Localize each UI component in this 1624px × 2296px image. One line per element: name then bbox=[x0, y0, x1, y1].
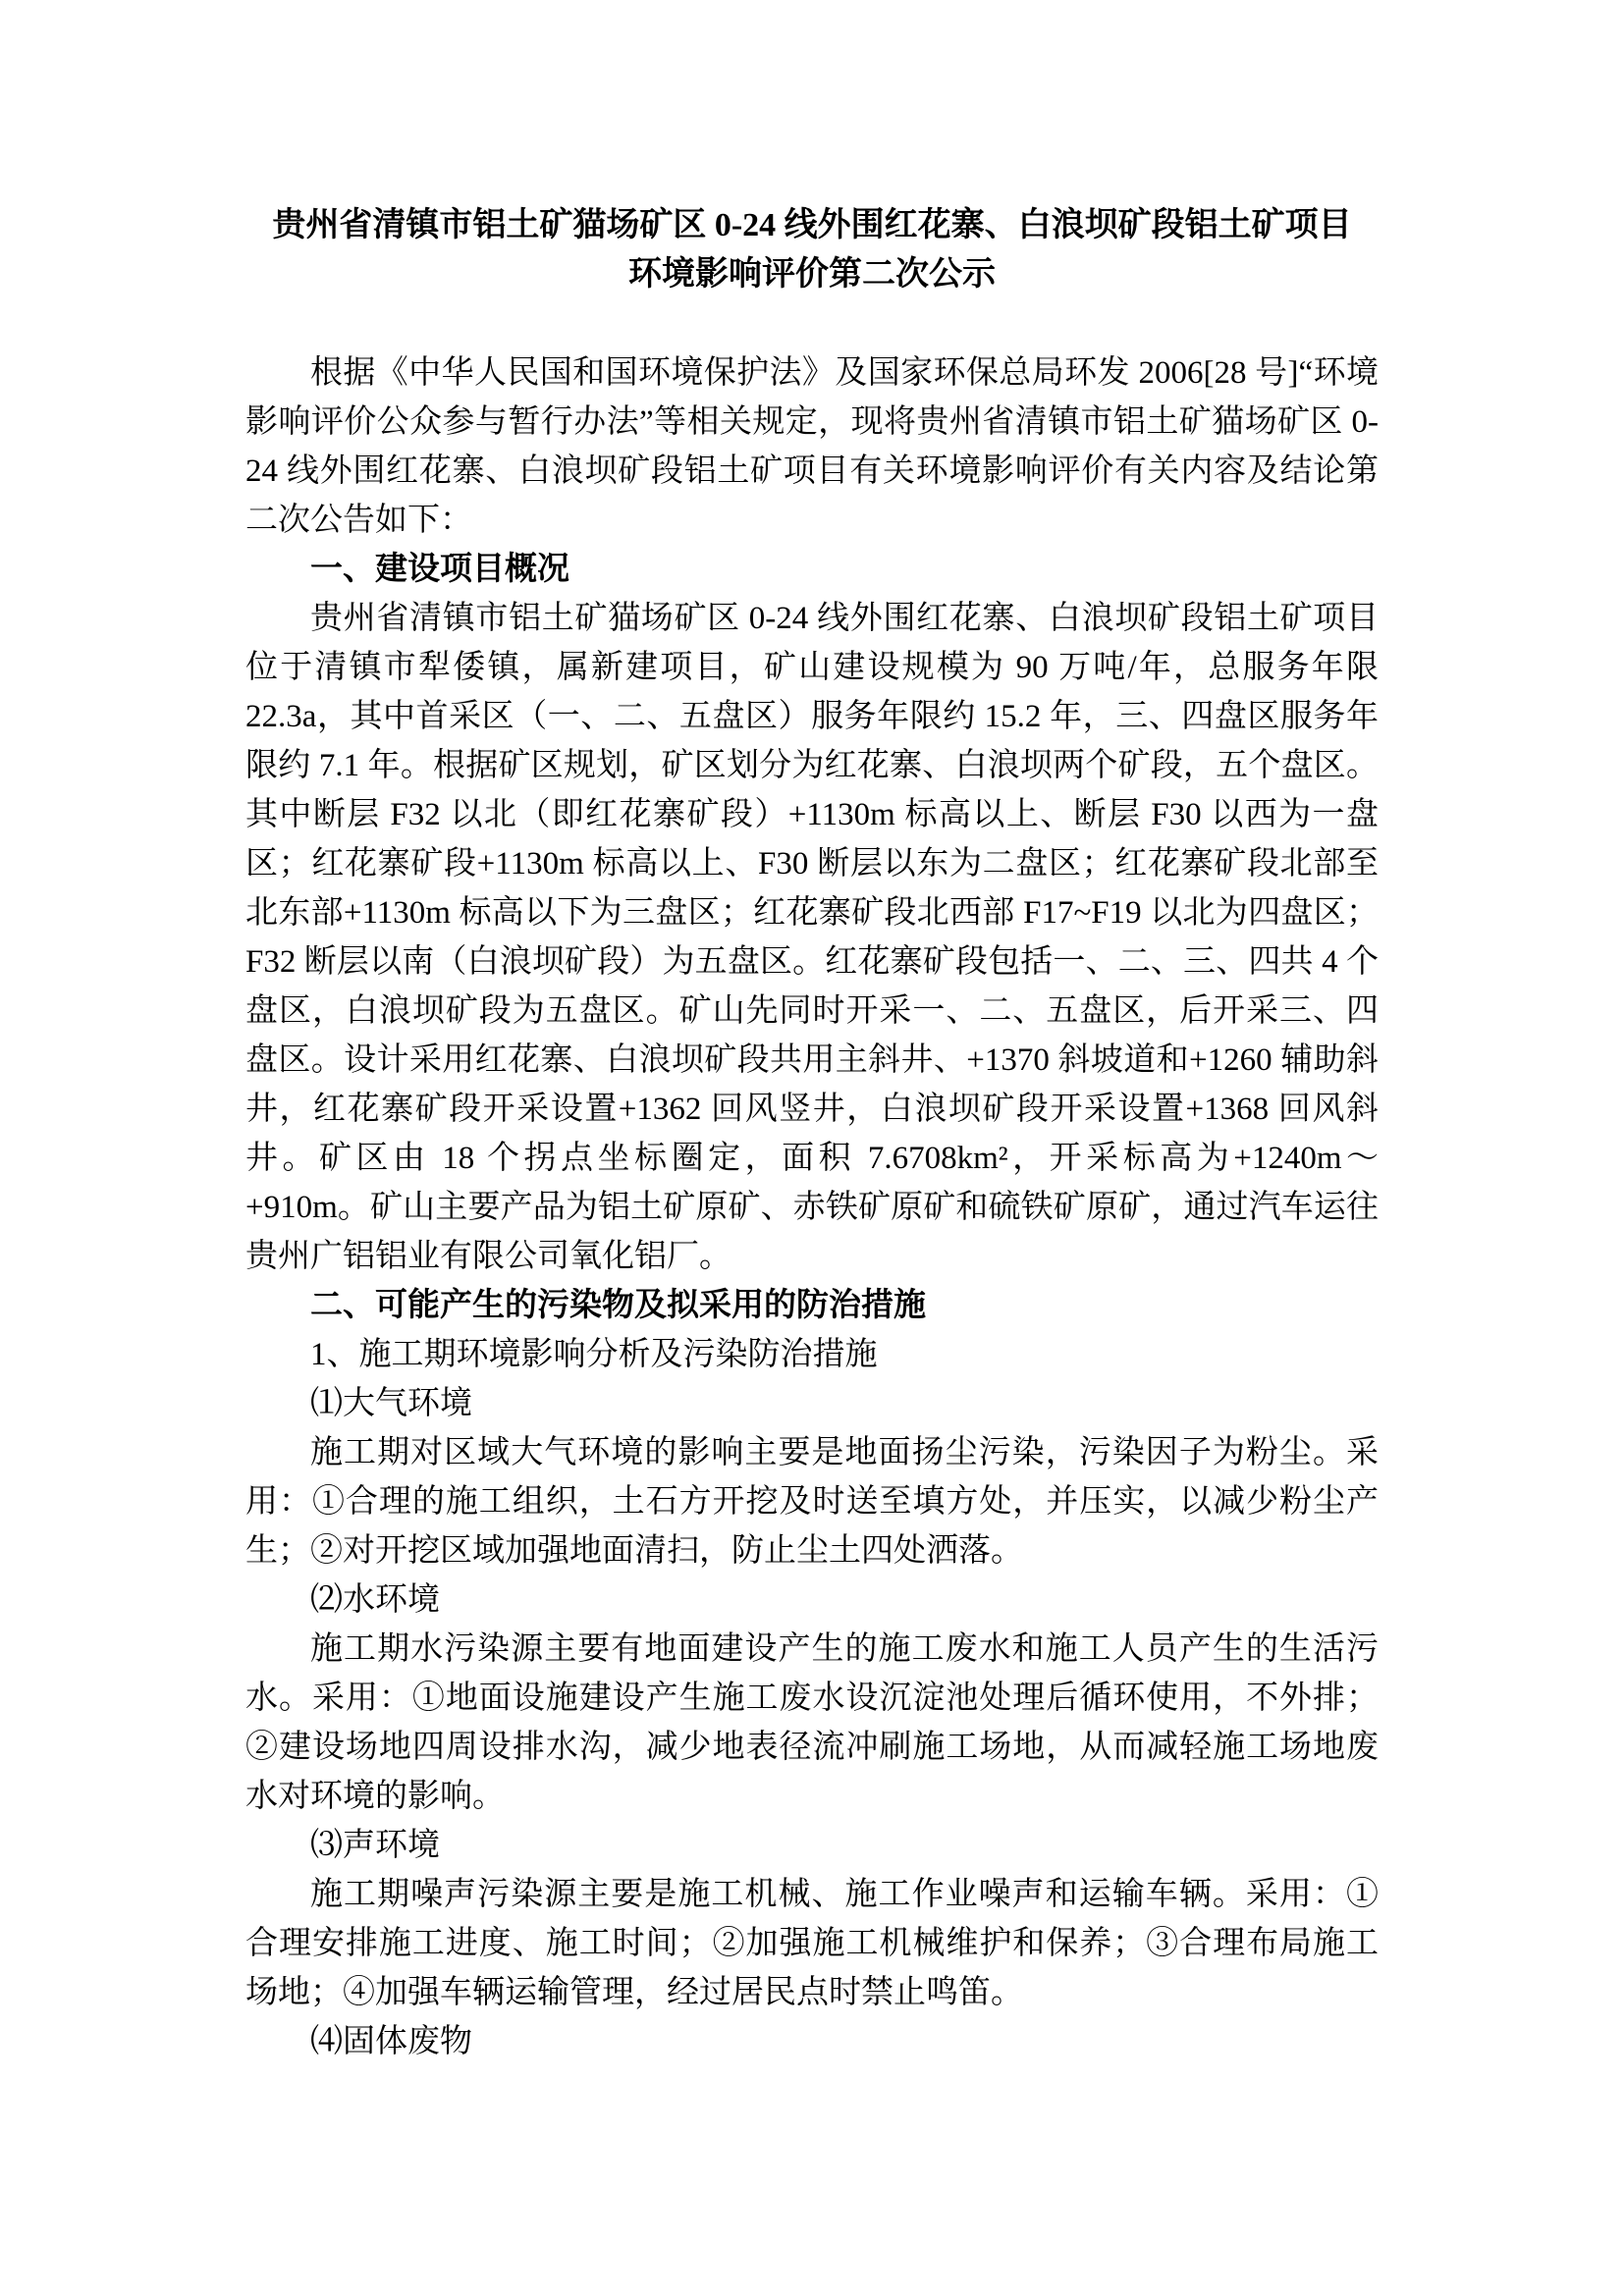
noise-environment-paragraph: 施工期噪声污染源主要是施工机械、施工作业噪声和运输车辆。采用：①合理安排施工进度、施工时间；②加强施工机械维护和保养；③合理布局施工场地；④加强车辆运输管理，经过居民点时禁止鸣笛。 bbox=[245, 1877, 1379, 2010]
title-line-2: 环境影响评价第二次公示 bbox=[628, 256, 996, 293]
section-1-heading: 一、建设项目概况 bbox=[310, 552, 569, 587]
document-title bbox=[245, 201, 1379, 299]
noise-environment-label: ⑶声环境 bbox=[310, 1828, 440, 1863]
section-2-heading: 二、可能产生的污染物及拟采用的防治措施 bbox=[310, 1288, 926, 1323]
title-line-1: 贵州省清镇市铝土矿猫场矿区 0-24 线外围红花寨、白浪坝矿段铝土矿项目 bbox=[272, 207, 1352, 243]
air-environment-paragraph: 施工期对区域大气环境的影响主要是地面扬尘污染，污染因子为粉尘。采用：①合理的施工组织，土石方开挖及时送至填方处，并压实，以减少粉尘产生；②对开挖区域加强地面清扫，防止尘土四处洒落。 bbox=[245, 1435, 1379, 1569]
water-environment-label: ⑵水环境 bbox=[310, 1582, 440, 1618]
intro-paragraph: 根据《中华人民国和国环境保护法》及国家环保总局环发 2006[28 号]“环境影响评价公众参与暂行办法”等相关规定，现将贵州省清镇市铝土矿猫场矿区 0-24 线外围红花寨、白浪坝矿段铝土矿项目有关环境影响评价有关内容及结论第二次公告如下： bbox=[245, 355, 1379, 538]
construction-period-subheading: 1、施工期环境影响分析及污染防治措施 bbox=[310, 1337, 878, 1372]
section-1-paragraph: 贵州省清镇市铝土矿猫场矿区 0-24 线外围红花寨、白浪坝矿段铝土矿项目位于清镇市犁倭镇，属新建项目，矿山建设规模为 90 万吨/年，总服务年限 22.3a，其中首采区（一、二、五盘区）服务年限约 15.2 年，三、四盘区服务年限约 7.1 年。根据矿区规划，矿区划分为红花寨、白浪坝两个矿段，五个盘区。其中断层 F32 以北（即红花寨矿段）+1130m 标高以上、断层 F30 以西为一盘区；红花寨矿段+1130m 标高以上、F30 断层以东为二盘区；红花寨矿段北部至北东部+1130m 标高以下为三盘区；红花寨矿段北西部 F17~F19 以北为四盘区；F32 断层以南（白浪坝矿段）为五盘区。红花寨矿段包括一、二、三、四共 4 个盘区，白浪坝矿段为五盘区。矿山先同时开采一、二、五盘区，后开采三、四盘区。设计采用红花寨、白浪坝矿段共用主斜井、+1370 斜坡道和+1260 辅助斜井，红花寨矿段开采设置+1362 回风竖井，白浪坝矿段开采设置+1368 回风斜井。矿区由 18 个拐点坐标圈定，面积 7.6708km²，开采标高为+1240m～+910m。矿山主要产品为铝土矿原矿、赤铁矿原矿和硫铁矿原矿，通过汽车运往贵州广铝铝业有限公司氧化铝厂。 bbox=[245, 601, 1379, 1274]
air-environment-label: ⑴大气环境 bbox=[310, 1386, 472, 1421]
solid-waste-label: ⑷固体废物 bbox=[310, 2024, 472, 2059]
water-environment-paragraph: 施工期水污染源主要有地面建设产生的施工废水和施工人员产生的生活污水。采用：①地面设施建设产生施工废水设沉淀池处理后循环使用，不外排；②建设场地四周设排水沟，减少地表径流冲刷施工场地，从而减轻施工场地废水对环境的影响。 bbox=[245, 1631, 1379, 1814]
